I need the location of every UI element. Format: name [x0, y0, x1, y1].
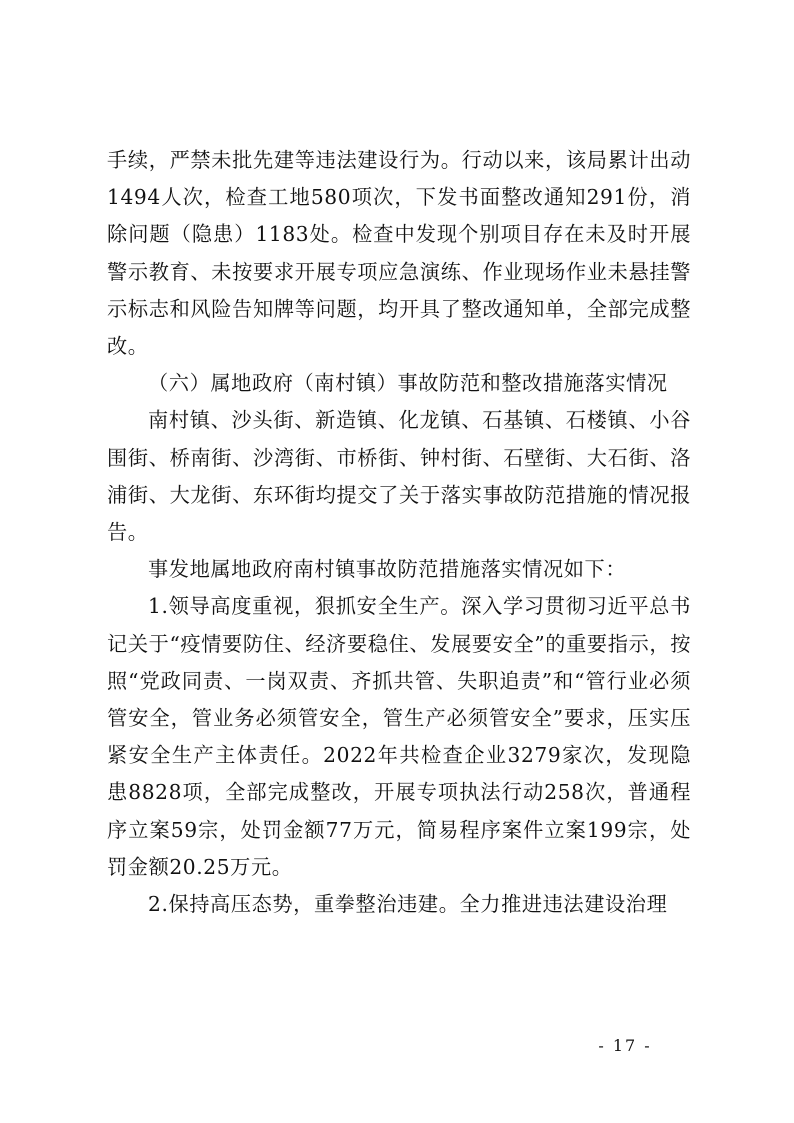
- document-page: [107, 142, 691, 923]
- page-number: - 17 -: [598, 1036, 652, 1055]
- paragraph-item-1-leadership: 1.领导高度重视，狠抓安全生产。深入学习贯彻习近平总书记关于“疫情要防住、经济要稳住、发展要安全”的重要指示，按照“党政同责、一岗双责、齐抓共管、失职追责”和“管行业必须管安全，管业务必须管安全，管生产必须管安全”要求，压实压紧安全生产主体责任。2022年共检查企业3279家次，发现隐患8828项，全部完成整改，开展专项执法行动258次，普通程序立案59宗，处罚金额77万元，简易程序案件立案199宗，处罚金额20.25万元。: [107, 594, 691, 879]
- section-heading-local-government: （六）属地政府（南村镇）事故防范和整改措施落实情况: [148, 371, 668, 396]
- paragraph-item-2-illegal-construction: 2.保持高压态势，重拳整治违建。全力推进违法建设治理: [148, 892, 668, 917]
- paragraph-construction-inspection-summary: 手续，严禁未批先建等违法建设行为。行动以来，该局累计出动1494人次，检查工地580项次，下发书面整改通知291份，消除问题（隐患）1183处。检查中发现个别项目存在未及时开展警示教育、未按要求开展专项应急演练、作业现场作业未悬挂警示标志和风险告知牌等问题，均开具了整改通知单，全部完成整改。: [107, 148, 691, 359]
- paragraph-nancun-intro: 事发地属地政府南村镇事故防范措施落实情况如下：: [148, 557, 627, 582]
- paragraph-streets-reports: 南村镇、沙头街、新造镇、化龙镇、石基镇、石楼镇、小谷围街、桥南街、沙湾街、市桥街、钟村街、石壁街、大石街、洛浦街、大龙街、东环街均提交了关于落实事故防范措施的情况报告。: [107, 408, 691, 545]
